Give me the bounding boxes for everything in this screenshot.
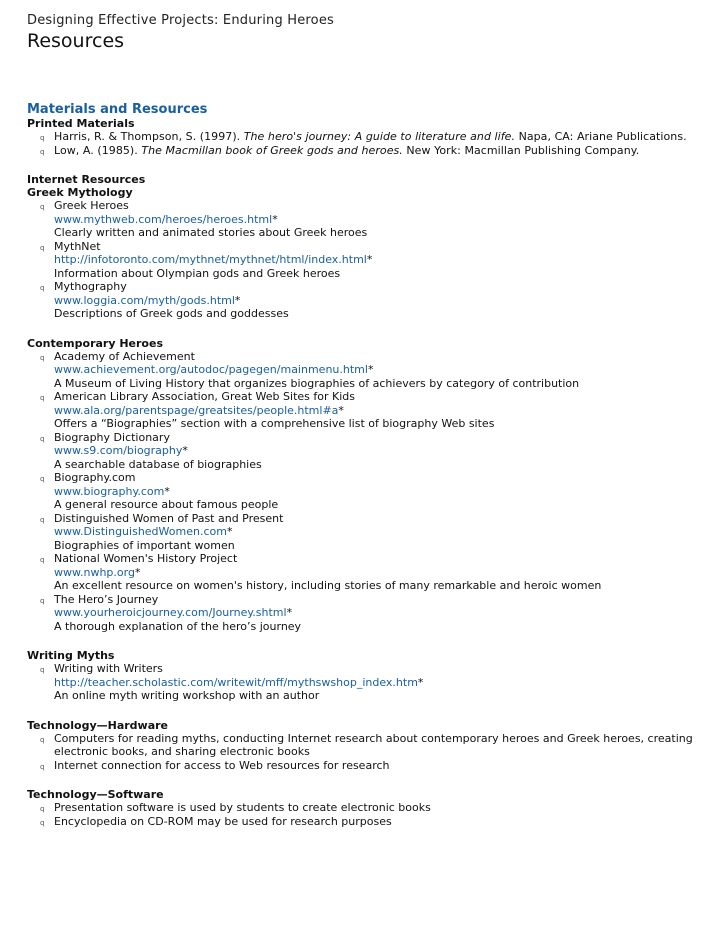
bullet-icon: q (40, 515, 45, 524)
bullet-icon: q (40, 243, 45, 252)
bullet-icon: q (40, 353, 45, 362)
reference-book-title: The Macmillan book of Greek gods and heroes. (141, 143, 403, 157)
list-item (40, 239, 697, 281)
bullet-icon: q (40, 805, 45, 813)
hardware-list (27, 732, 697, 773)
heading-printed-materials: Printed Materials (27, 117, 135, 130)
link-star: * (338, 403, 344, 417)
resource-description: An online myth writing workshop with an author (54, 689, 320, 702)
list-item (40, 662, 697, 703)
page (27, 12, 697, 828)
link-star: * (417, 675, 424, 689)
link-star: * (134, 565, 141, 579)
heading-internet-resources: Internet Resources (27, 173, 146, 186)
resource-link[interactable]: www.s9.com/biography (54, 444, 183, 457)
link-star: * (367, 363, 374, 376)
bullet-icon: q (40, 434, 45, 443)
reference-publisher: New York: Macmillan Publishing Company. (406, 143, 640, 157)
resource-description: A searchable database of biographies (54, 457, 262, 471)
resource-description: A general resource about famous people (54, 498, 279, 511)
resource-description: An excellent resource on women's history, including stories of many remarkable and heroic women (54, 579, 602, 592)
list-item-text: Computers for reading myths, conducting Internet research about contemporary heroes and Greek heroes, creating electronic books, and sharing electronic books (54, 731, 693, 758)
resource-link[interactable]: www.DistinguishedWomen.com (54, 525, 227, 538)
resource-link[interactable]: www.ala.org/parentspage/greatsites/people.html#a (54, 403, 339, 417)
heading-technology-hardware: Technology—Hardware (27, 718, 169, 732)
link-star: * (234, 293, 241, 307)
list-item (40, 430, 697, 472)
list-item (40, 390, 697, 431)
heading-greek-mythology: Greek Mythology (27, 186, 133, 199)
list-item (40, 280, 697, 321)
writing-myths-list (27, 662, 697, 703)
list-item (40, 731, 697, 759)
reference-book-title: The hero's journey: A guide to literature and life. (243, 130, 516, 143)
link-star: * (272, 212, 278, 226)
resource-name: Writing with Writers (54, 662, 163, 675)
list-item (40, 592, 697, 634)
resource-name: Biography Dictionary (54, 430, 170, 444)
bullet-icon: q (40, 475, 45, 483)
reference-publisher: Napa, CA: Ariane Publications. (518, 130, 687, 143)
heading-technology-software: Technology—Software (27, 788, 164, 801)
reference-authors: Harris, R. & Thompson, S. (1997). (54, 130, 241, 143)
bullet-icon: q (40, 203, 45, 211)
bullet-icon: q (40, 596, 45, 605)
resource-link[interactable]: www.loggia.com/myth/gods.html (54, 293, 235, 307)
resource-name: Biography.com (54, 471, 136, 484)
resource-description: Information about Olympian gods and Greek heroes (54, 266, 341, 280)
list-item (40, 471, 697, 512)
bullet-icon: q (40, 284, 45, 292)
link-star: * (286, 606, 293, 619)
bullet-icon: q (40, 666, 45, 674)
printed-materials-list (27, 130, 697, 157)
resource-description: Offers a “Biographies” section with a comprehensive list of biography Web sites (54, 417, 495, 430)
resource-name: American Library Association, Great Web Sites for Kids (54, 390, 355, 403)
list-item (40, 801, 697, 815)
resource-link[interactable]: http://teacher.scholastic.com/writewit/mff/mythswshop_index.htm (54, 675, 418, 689)
resource-name: The Hero’s Journey (54, 592, 159, 606)
resource-description: Clearly written and animated stories about Greek heroes (54, 226, 368, 239)
resource-name: MythNet (54, 239, 101, 253)
bullet-icon: q (40, 134, 45, 142)
list-item-text: Presentation software is used by students to create electronic books (54, 801, 431, 814)
contemporary-heroes-list (27, 350, 697, 634)
list-item (40, 814, 697, 829)
resource-name: Mythography (54, 280, 127, 293)
list-item-text: Encyclopedia on CD-ROM may be used for research purposes (54, 814, 392, 828)
resource-link[interactable]: www.nwhp.org (54, 565, 135, 579)
link-star: * (182, 444, 188, 457)
bullet-icon: q (40, 147, 45, 156)
list-item-text: Internet connection for access to Web resources for research (54, 758, 390, 772)
document-subtitle: Designing Effective Projects: Enduring Heroes (27, 13, 335, 28)
list-item (40, 511, 697, 553)
heading-contemporary-heroes: Contemporary Heroes (27, 336, 164, 350)
page-title: Resources (27, 30, 125, 52)
resource-name: Greek Heroes (54, 199, 129, 212)
list-item (40, 552, 697, 593)
link-star: * (366, 253, 373, 266)
section-title-materials: Materials and Resources (27, 102, 208, 117)
bullet-icon: q (40, 394, 45, 402)
heading-writing-myths: Writing Myths (27, 649, 115, 662)
resource-name: National Women's History Project (54, 552, 238, 565)
list-item (40, 758, 697, 773)
bullet-icon: q (40, 556, 45, 564)
resource-name: Academy of Achievement (54, 349, 195, 363)
greek-mythology-list (27, 199, 697, 321)
reference-authors: Low, A. (1985). (54, 143, 138, 157)
list-item (40, 349, 697, 391)
resource-description: Descriptions of Greek gods and goddesses (54, 307, 289, 320)
resource-description: A thorough explanation of the hero’s journey (54, 619, 302, 633)
link-star: * (164, 484, 170, 498)
resource-link[interactable]: http://infotoronto.com/mythnet/mythnet/html/index.html (54, 253, 367, 266)
bullet-icon: q (40, 735, 45, 744)
resource-description: A Museum of Living History that organizes biographies of achievers by category of contribution (54, 376, 580, 390)
bullet-icon: q (40, 762, 45, 771)
resource-name: Distinguished Women of Past and Present (54, 511, 284, 525)
list-item (40, 143, 697, 158)
resource-link[interactable]: www.achievement.org/autodoc/pagegen/mainmenu.html (54, 363, 368, 376)
resource-link[interactable]: www.biography.com (54, 484, 165, 498)
bullet-icon: q (40, 818, 45, 827)
software-list (27, 801, 697, 828)
resource-link[interactable]: www.yourheroicjourney.com/Journey.shtml (54, 606, 287, 619)
resource-link[interactable]: www.mythweb.com/heroes/heroes.html (54, 212, 273, 226)
resource-description: Biographies of important women (54, 538, 235, 552)
list-item (40, 130, 697, 144)
list-item (40, 199, 697, 240)
link-star: * (226, 525, 233, 538)
